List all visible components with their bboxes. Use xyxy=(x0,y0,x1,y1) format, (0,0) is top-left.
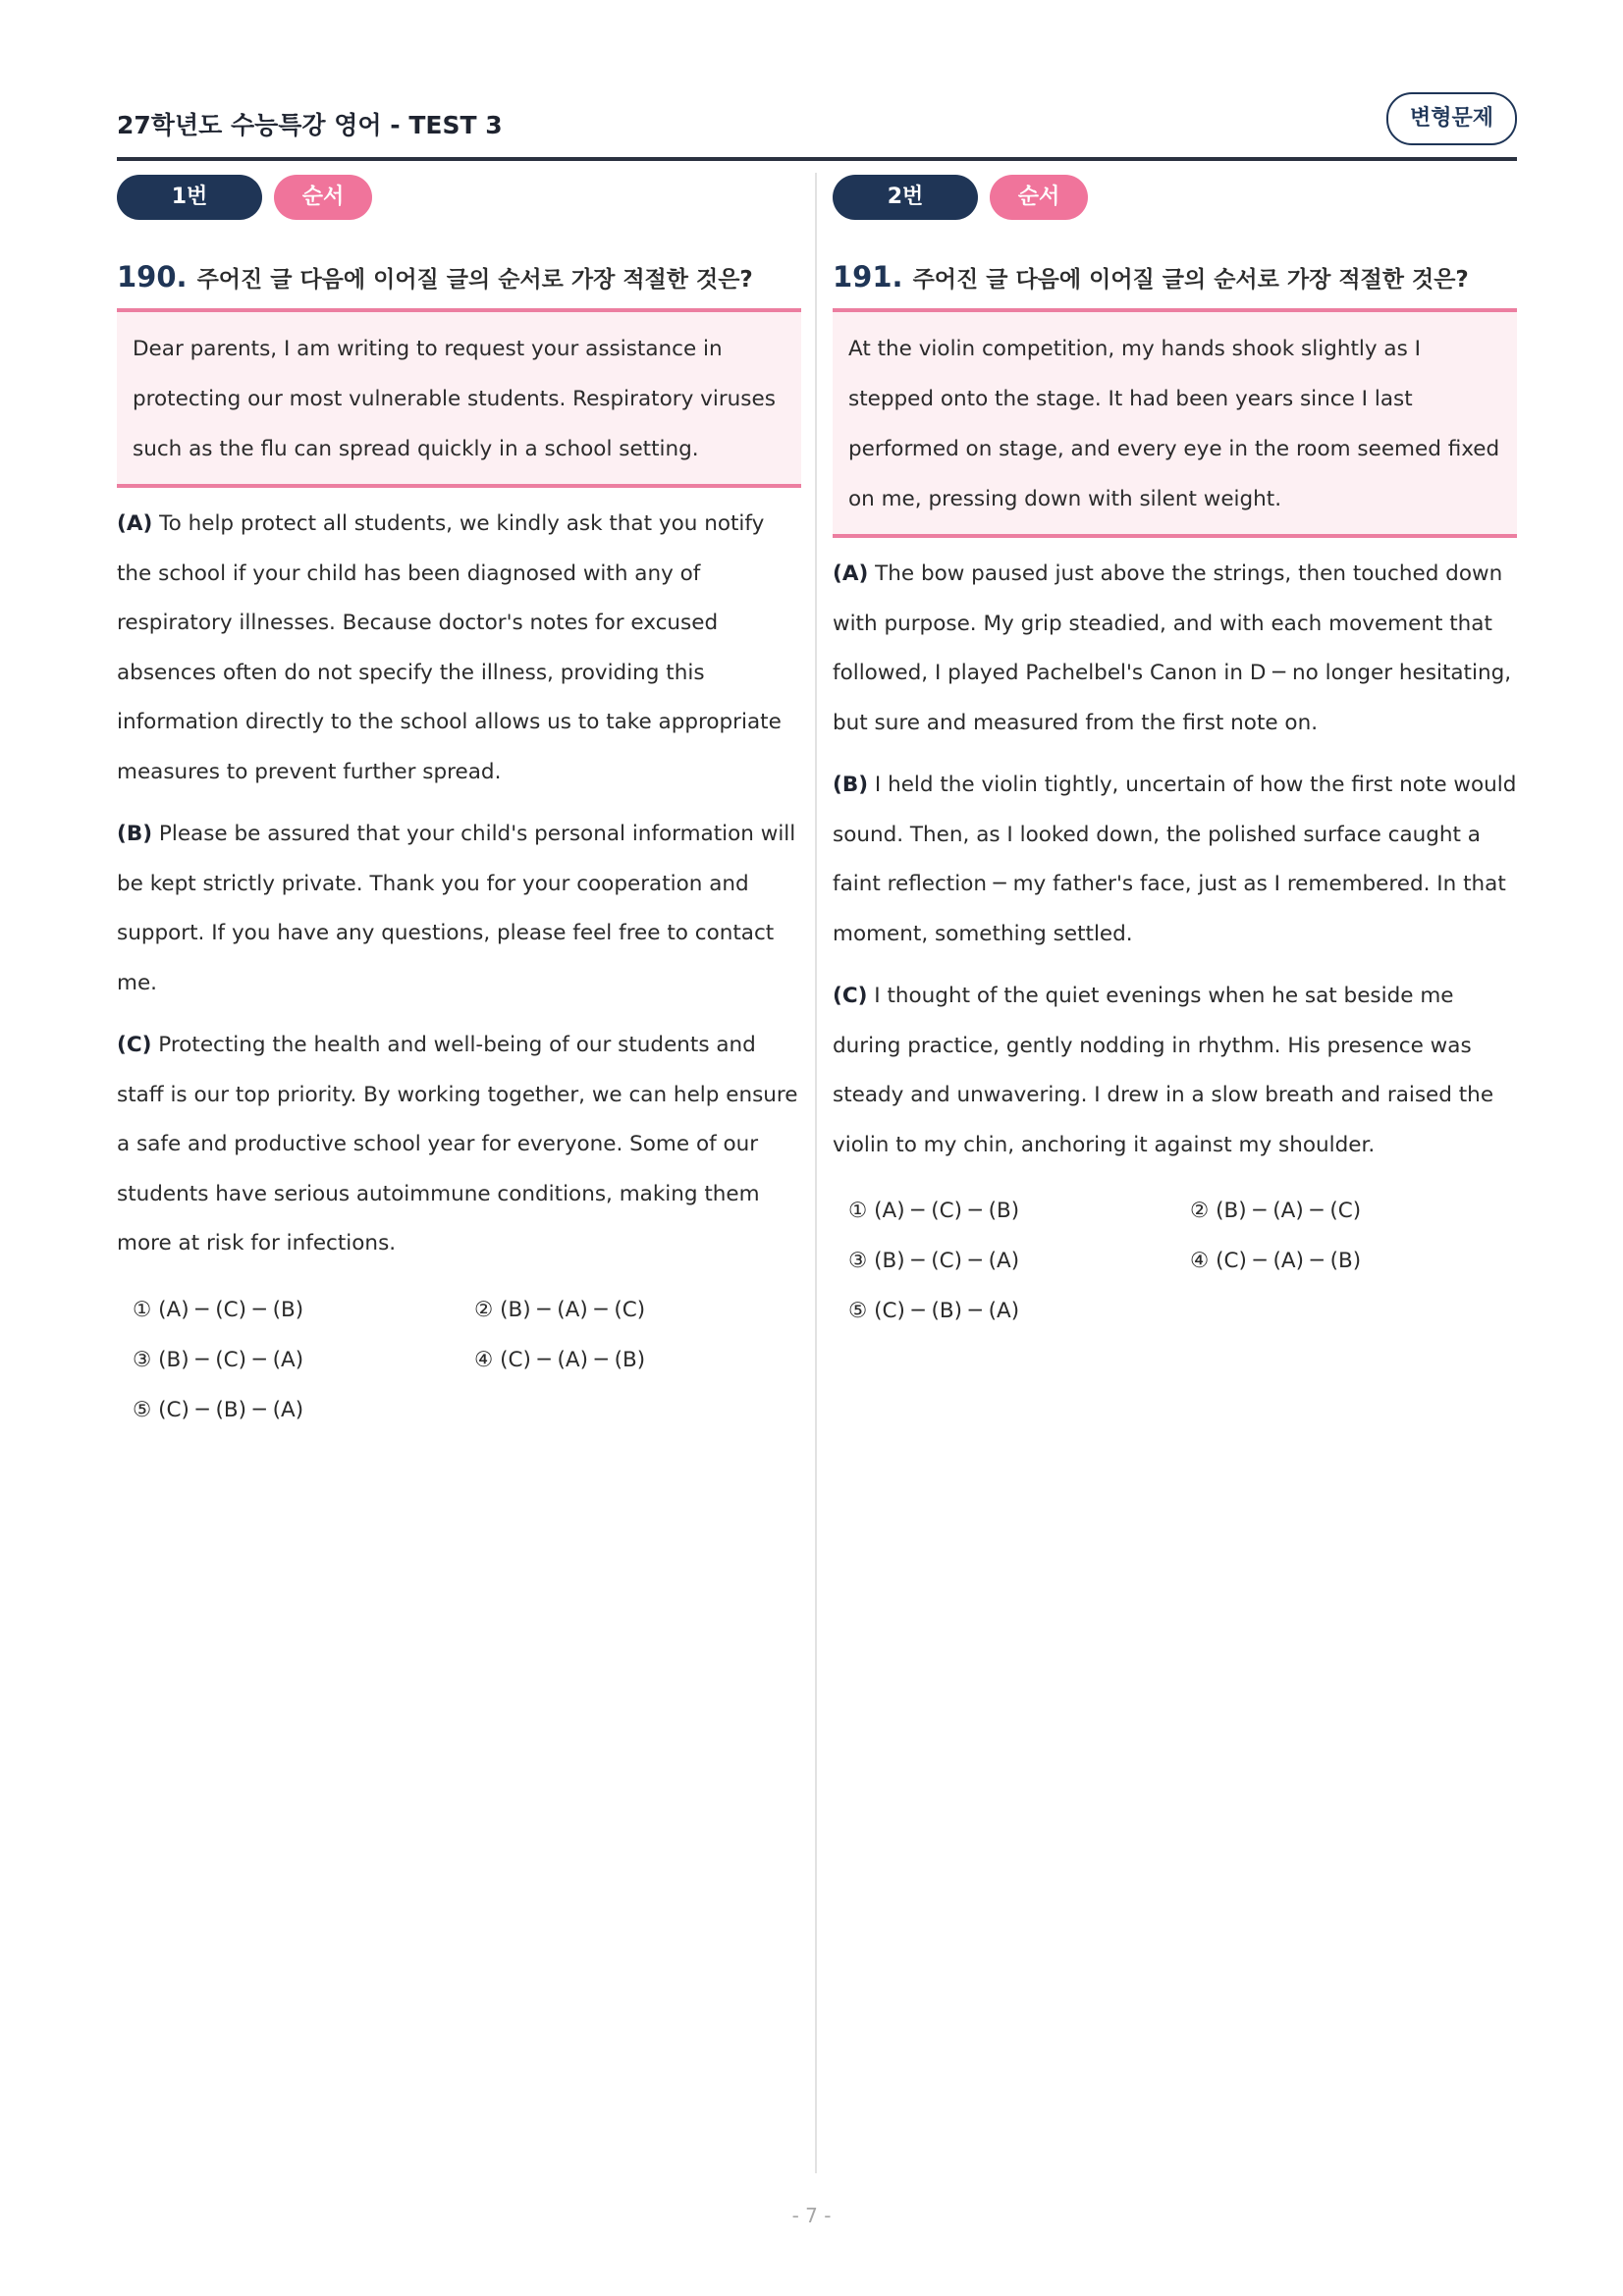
question-heading xyxy=(117,257,801,296)
page-title: 27학년도 수능특강 영어 - TEST 3 xyxy=(117,111,503,139)
paragraph-label: (A) xyxy=(833,561,869,586)
question-tags xyxy=(117,173,801,222)
question-190 xyxy=(117,173,801,1435)
choice-2[interactable]: ② (B) ─ (A) ─ (C) xyxy=(1190,1199,1362,1223)
paragraph-text: I thought of the quiet evenings when he sat beside me during practice, gently nodding in rhythm. His presence was steady and unwavering. I drew in a slow breath and raised the violin to my chin, anchoring it against my shoulder. xyxy=(833,984,1494,1157)
paragraph-a xyxy=(833,550,1517,748)
choice-2[interactable]: ② (B) ─ (A) ─ (C) xyxy=(474,1297,646,1322)
paragraph-a xyxy=(117,500,801,797)
paragraph-text: To help protect all students, we kindly ask that you notify the school if your child has been diagnosed with any of respiratory illnesses. Because doctor's notes for excused absences often do not specify the illness, providing this information directly to the school allows us to take appropriate measures to prevent further spread. xyxy=(117,511,782,784)
paragraph-text: I held the violin tightly, uncertain of how the first note would sound. Then, as I looked down, the polished surface caught a faint reflection ─ my father's face, just as I remembered. In that moment, something settled. xyxy=(833,773,1517,946)
question-number: 191. xyxy=(833,260,903,294)
paragraph-text: The bow paused just above the strings, then touched down with purpose. My grip steadied, and with each movement that followed, I played Pachelbel's Canon in D ─ no longer hesitating, but sure and measured from the first note on. xyxy=(833,561,1512,735)
paragraph-b xyxy=(833,761,1517,959)
question-prompt: 주어진 글 다음에 이어질 글의 순서로 가장 적절한 것은? xyxy=(912,267,1469,293)
question-number: 190. xyxy=(117,260,188,294)
choice-3[interactable]: ③ (B) ─ (C) ─ (A) xyxy=(848,1249,1020,1273)
given-passage: Dear parents, I am writing to request your assistance in protecting our most vulnerable students. Respiratory viruses such as the flu can spread quickly in a school setting. xyxy=(117,308,801,488)
question-tag-number: 2번 xyxy=(833,175,978,220)
paragraph-b xyxy=(117,810,801,1008)
question-tag-type: 순서 xyxy=(274,175,372,220)
choice-5[interactable]: ⑤ (C) ─ (B) ─ (A) xyxy=(848,1299,1020,1323)
question-tags xyxy=(833,173,1517,222)
choice-5[interactable]: ⑤ (C) ─ (B) ─ (A) xyxy=(133,1397,304,1422)
variant-badge: 변형문제 xyxy=(1386,92,1517,145)
question-prompt: 주어진 글 다음에 이어질 글의 순서로 가장 적절한 것은? xyxy=(196,267,753,293)
paragraph-c xyxy=(833,972,1517,1170)
answer-choices xyxy=(833,1186,1517,1336)
choice-1[interactable]: ① (A) ─ (C) ─ (B) xyxy=(848,1199,1020,1223)
question-tag-type: 순서 xyxy=(990,175,1088,220)
column-divider xyxy=(815,173,817,2173)
paragraph-text: Protecting the health and well-being of our students and staff is our top priority. By working together, we can help ensure a safe and productive school year for everyone. Some of our students have serious autoimmune conditions, making them more at risk for infections. xyxy=(117,1033,798,1255)
question-tag-number: 1번 xyxy=(117,175,262,220)
answer-choices xyxy=(117,1285,801,1435)
choice-1[interactable]: ① (A) ─ (C) ─ (B) xyxy=(133,1297,304,1322)
paragraph-label: (C) xyxy=(117,1033,152,1057)
question-191 xyxy=(833,173,1517,1336)
page-number: - 7 - xyxy=(791,2204,832,2227)
choice-4[interactable]: ④ (C) ─ (A) ─ (B) xyxy=(1190,1249,1362,1273)
paragraph-label: (C) xyxy=(833,984,868,1008)
paragraph-label: (A) xyxy=(117,511,153,536)
paragraph-c xyxy=(117,1021,801,1269)
paragraph-label: (B) xyxy=(117,822,153,846)
question-heading xyxy=(833,257,1517,296)
choice-3[interactable]: ③ (B) ─ (C) ─ (A) xyxy=(133,1347,304,1372)
paragraph-label: (B) xyxy=(833,773,869,797)
choice-4[interactable]: ④ (C) ─ (A) ─ (B) xyxy=(474,1347,646,1372)
page-header xyxy=(117,92,1517,161)
paragraph-text: Please be assured that your child's personal information will be kept strictly private. Thank you for your cooperation and support. If you have any questions, please feel free to contact me. xyxy=(117,822,796,995)
given-passage: At the violin competition, my hands shook slightly as I stepped onto the stage. It had been years since I last performed on stage, and every eye in the room seemed fixed on me, pressing down with silent weight. xyxy=(833,308,1517,538)
